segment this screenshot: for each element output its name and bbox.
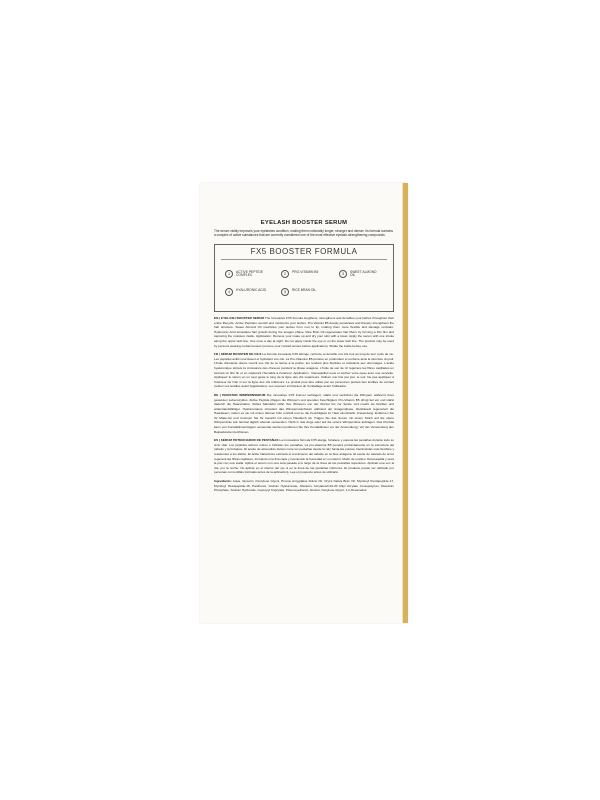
section-lead: DE | BOOSTER WIMPERNSERUM <box>214 392 266 397</box>
ingredient-label: PRO-VITAMIN B5 <box>292 269 319 274</box>
ingredient-3 <box>339 270 382 278</box>
formula-box <box>214 244 394 312</box>
section-lead: EN | EYELASH BOOSTER SERUM <box>214 316 264 320</box>
ingredient-number: 5 <box>281 288 289 296</box>
section-ingredients <box>214 479 394 493</box>
ingredient-2 <box>281 270 324 278</box>
page-title: EYELASH BOOSTER SERUM <box>260 220 348 226</box>
ingredient-1 <box>225 270 268 278</box>
section-en <box>214 316 394 348</box>
ingredient-number: 3 <box>339 270 347 278</box>
ingredient-label: ACTIVE PEPTIDE COMPLEX <box>236 269 263 278</box>
section-text: Aqua, Glycerin, Pentylene Glycol, Prunus Amygdalus Dulcis Oil, Oryza Sativa Bran Oil, Myristoyl Pentapeptide-17, Myristoyl Hexapeptide-16, Panthenol, Sodium Hyaluronate, Allantoin, Acrylates/C10-30 Alkyl Acrylate Crosspolymer, Disodium Phosphate, Sodium Hydroxide, Isopropyl Caprylate, Phenoxyethanol, Alcohol, Decylene Glycol, 1,2-Hexanediol. <box>214 479 394 493</box>
section-text: La innovadora fórmula FX5 alarga, fortalece y espesa las pestañas durante todo su ciclo vital. Los péptidos activos nutren e hidratan tus pestañas. La pro-vitamina B5 penetra profundamente en la estructura del cabello y la fortalece. El aceite de almendras dulces nutre tus pestañas desde la raíz hasta las puntas, haciéndolas más flexibles y resistentes a los daños. El ácido hialurónico estimula el crecimiento del cabello en la fase anágena. El aceite de salvado de arroz regenera las fibras capilares, formando una fina capa y reteniendo la humedad en su interior. Modo de empleo: Desmaquilla y seca la piel con una toalla. Aplica el sérum con una sola pasada a lo largo de la línea de las pestañas superiores. Aplícalo una vez al día, por la noche. No aplicar en el interior del ojo ni en la línea de las pestañas inferiores. El producto puede ser utilizado por personas con lentillas (retíralas antes de la aplicación). Lea el prospecto antes de utilizarlo. <box>214 438 394 475</box>
section-lead: ES | SÉRUM POTENCIADOR DE PESTAÑAS <box>214 438 279 443</box>
product-leaflet <box>200 183 408 623</box>
section-text: La formule innovante FX5 allonge, renforce et densifie vos cils tout au long de leur cycle de vie. Les peptides actifs nourrissent et hydratent vos cils. La Pro-Vitamine B5 pénètre en profondeur et renforce ainsi la structure du poil. L'huile d'amande douce nourrit vos cils de la racine à la pointe, les rendant plus flexibles et résistants aux dommages. L'acide hyaluronique stimule la croissance des cheveux pendant la phase anagène. L'huile de son de riz régénère les fibres capillaires en formant un film fin et en capturant l'humidité à l'intérieur. Application : Démaquillez-vous et séchez votre peau avec une serviette. Appliquez le sérum en un seul geste le long de la ligne des cils supérieurs. Utilisez une fois par jour, le soir. Ne pas appliquer à l'intérieur de l'œil ni sur la ligne des cils inférieurs. Le produit peut être utilisé par les personnes portant des lentilles de contact (retirez vos lentilles avant l'application). Les secouez à l'intérieur de l'emballage avant l'utilisation. <box>214 352 395 389</box>
ingredient-label: HYALURONIC ACID <box>236 287 266 292</box>
section-es <box>214 438 394 475</box>
leaflet-content <box>214 221 394 497</box>
section-lead: Ingredients: <box>214 479 232 483</box>
section-text: The innovative FX5 formula lengthens, strengthens and densifies your lashes throughout their entire lifecycle. Active Peptides nourish and moisturize your lashes. Pro-Vitamin B5 deeply penetrates and thereby strengthens the hair structure. Sweet Almond Oil nourishes your lashes from root to tip, making them more flexible and damage resistant. Hyaluronic Acid stimulates hair growth during the anagen phase. Rice Bran Oil regenerates hair fibers by forming a thin film and capturing the moisture inside. Application: Remove your make up and dry your skin with a towel. Apply the serum with one stroke along the upper lash line. Use once a day at night. Do not apply inside the eye or on the lower lash line. The product may be used by persons wearing contact lenses (remove your contact lenses before application). Shake the bottle before use. <box>214 316 395 348</box>
formula-divider <box>221 259 387 260</box>
formula-title: FX5 BOOSTER FORMULA <box>250 247 358 256</box>
ingredient-number: 2 <box>281 270 289 278</box>
section-lead: FR | SÉRUM BOOSTER DE CILS <box>214 352 262 357</box>
section-de <box>214 393 394 434</box>
intro-text: The serum visibly improves your eyelashes condition, making them noticeably longer, stronger and denser. Its formula contains a complex of active substances that are currently considered one of the most effective eyelash-strengthening compounds. <box>214 228 393 238</box>
ingredient-label: SWEET ALMOND OIL <box>350 269 377 278</box>
ingredient-label: RICE BRAN OIL <box>292 287 317 292</box>
ingredient-number: 4 <box>225 288 233 296</box>
ingredient-number: 1 <box>225 270 233 278</box>
ingredient-5 <box>281 288 324 296</box>
gold-edge <box>403 183 408 623</box>
section-text: Die innovative FX5 Formel verlängert, stärkt und verdichtet die Wimpern während ihres gesamten Lebenszyklus. Aktive Peptide pflegen die Wimpern und spenden Feuchtigkeit. Pro-Vitamin B5 dringt tief ein und stärkt dadurch die Haarstruktur. Süßes Mandelöl nährt Ihre Wimpern von der Wurzel bis zur Spitze und macht sie flexibler und widerstandsfähiger. Hyaluronsäure stimuliert das Wimpernwachstum während der Anagenphase. Reiskleieöl regeneriert die Haarfasern, indem es sie mit einem dünnen Film umhüllt und so die Feuchtigkeit im Haar einschließt. Anwendung: Entfernen Sie Ihr Make-Up und trocknen Sie Ihr Gesicht mit einem Handtuch ab. Tragen Sie das Serum mit einem Strich auf die obere Wimpernlinie auf. Einmal täglich abends verwenden. Nicht in das Auge oder auf die untere Wimpernlinie auftragen. Das Produkt kann von Kontaktlinsenträgern verwendet werden (entfernen Sie Ihre Kontaktlinsen vor der Anwendung). Vor der Verwendung den Beipackzettel durchlesen. <box>214 392 394 434</box>
section-fr <box>214 352 394 389</box>
ingredient-4 <box>225 288 268 296</box>
